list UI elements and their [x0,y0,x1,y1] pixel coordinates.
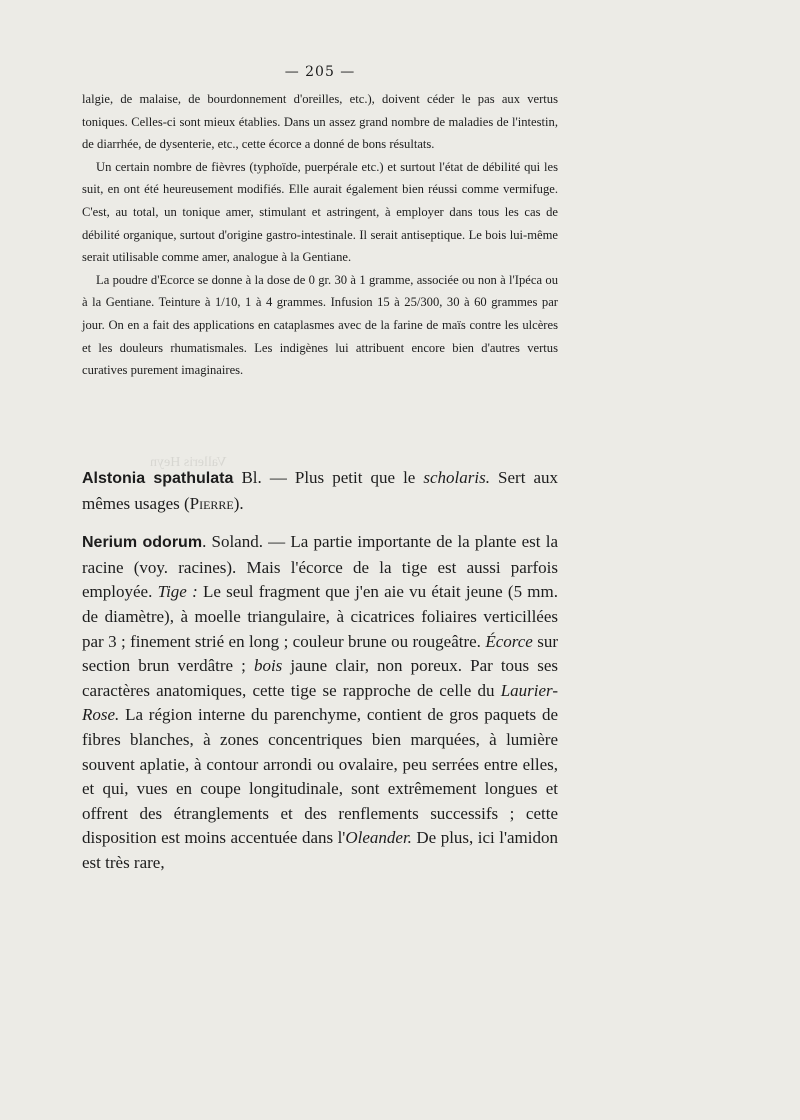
entry-text: jaune clair, non poreux. Par tous ses caractères anatomiques, cette tige se rapproche de celle du [82,656,558,700]
entry-text: De plus, ici l'amidon est très rare, [82,828,558,872]
italic-term: Laurier-Rose. [82,680,558,725]
entry-nerium-odorum [82,530,558,875]
small-print-section [82,88,558,382]
italic-term: Oleander. [345,828,412,848]
paragraph-fevers: Un certain nombre de fièvres (typhoïde, puerpérale etc.) et surtout l'état de débilité qui les suit, en ont été heureusement modifiés. Elle aurait également bien réussi comme vermifuge. C'est, au total, un tonique amer, stimulant et astringent, à employer dans tous les cas de débilité organique, surtout d'origine gastro-intestinale. Il serait antiseptique. Le bois lui-même serait utilisable comme amer, analogue à la Gentiane. [82,159,558,265]
paragraph-continuation: lalgie, de malaise, de bourdonnement d'oreilles, etc.), doivent céder le pas aux vertus toniques. Celles-ci sont mieux établies. Dans un assez grand nombre de maladies de l'intestin, de diarrhée, de dysenterie, etc., cette écorce a donné de bons résultats. [82,92,558,152]
italic-term: Écorce [485,631,533,651]
show-through-text: Valleris Heyn [150,455,227,470]
entry-alstonia-spathulata [82,466,558,516]
entry-text: ). [233,493,244,513]
species-name-nerium: Nerium odorum [82,534,203,552]
page-number: — 205 — [284,64,356,80]
entry-text: — Plus petit que le [261,468,424,487]
species-author: Bl. [241,468,262,487]
paragraph-dosage: La poudre d'Ecorce se donne à la dose de 0 gr. 30 à 1 gramme, associée ou non à l'Ipéca ou à la Gentiane. Teinture à 1/10, 1 à 4 grammes. Infusion 15 à 25/300, 30 à 60 grammes par jour. On en a fait des applications en cataplasmes avec de la farine de maïs contre les ulcères et les douleurs rhumatismales. Les indigènes lui attribuent encore bien d'autres vertus curatives purement imaginaires. [82,272,558,378]
entry-text: La région interne du parenchyme, contient de gros paquets de fibres blanches, à zones concentriques bien marquées, à lumière souvent aplatie, à contour arrondi ou ovalaire, peu serrées entre elles, et qui, vues en coupe longitudinale, sont extrêmement longues et offrent des étranglements et des renflements successifs ; cette disposition est moins accentuée dans l' [82,705,558,848]
italic-term: bois [253,656,283,676]
entry-text: — La partie importante de la plante est la racine (voy. racines). Mais l'écorce de la tige est aussi parfois employée. [82,532,558,602]
species-name-alstonia: Alstonia spathulata [82,470,234,487]
italic-term: Tige : [157,582,198,602]
italic-term: scholaris. [423,468,490,487]
entry-text: Le seul fragment que j'en aie vu était jeune (5 mm. de diamètre), à moelle triangulaire, à cicatrices foliaires verticillées par 3 ; finement strié en long ; couleur brune ou rougeâtre. [82,582,558,651]
entry-text: sur section brun verdâtre ; [82,631,558,676]
species-author: . Soland. [202,532,263,552]
entry-text: Sert aux mêmes usages ( [82,468,559,513]
species-section [82,466,558,890]
reference-author: Pierre [189,493,234,513]
